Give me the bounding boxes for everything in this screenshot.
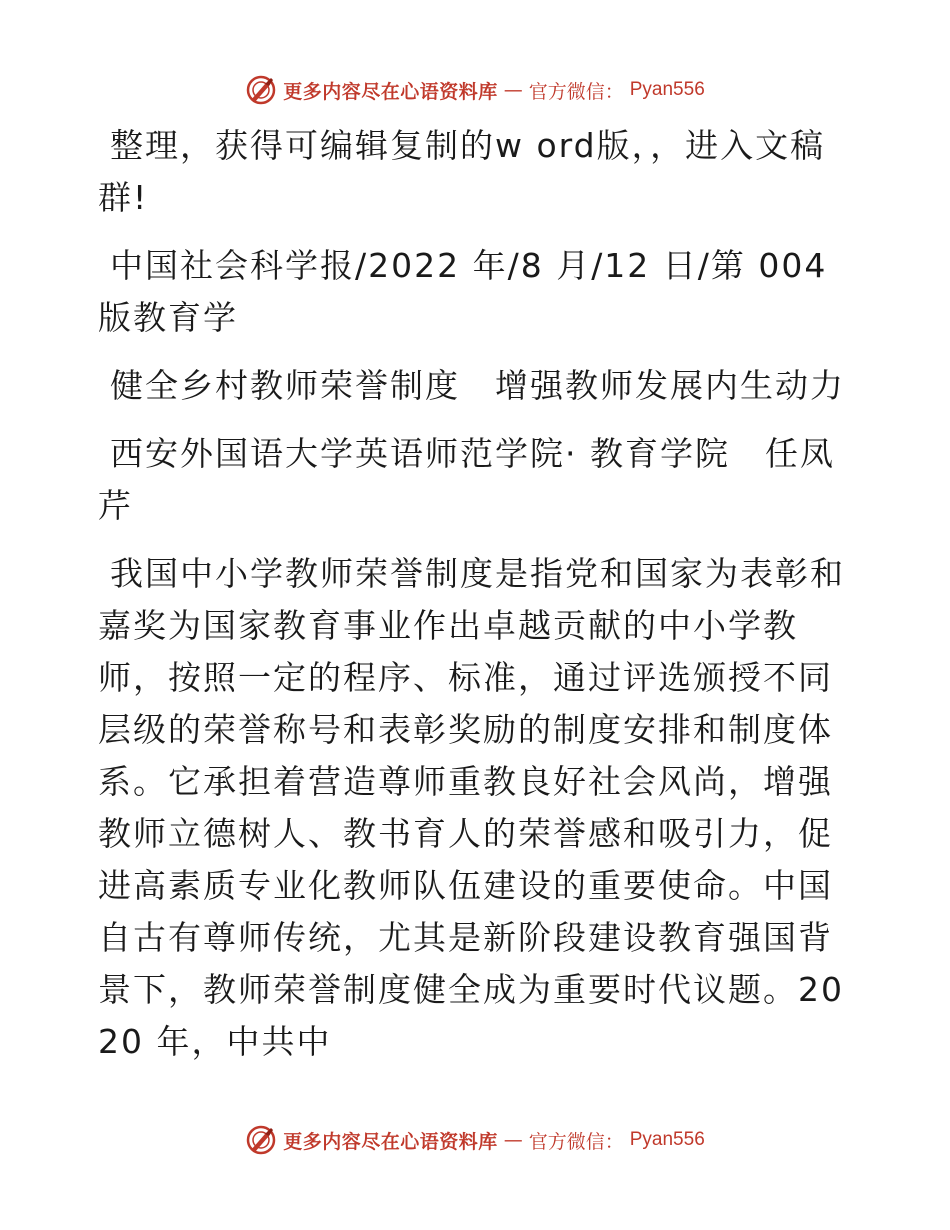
pen-circle-logo-icon: [245, 1124, 277, 1156]
header-banner: [0, 70, 950, 110]
banner-brand-text: 更多内容尽在心语资料库: [283, 80, 498, 103]
banner-wechat-label: 官方微信：: [528, 1130, 624, 1153]
document-body: [98, 120, 858, 1084]
intro-paragraph: 整理，获得可编辑复制的w ord版，，进入文稿群!: [98, 126, 826, 217]
body-paragraph: 我国中小学教师荣誉制度是指党和国家为表彰和嘉奖为国家教育事业作出卓越贡献的中小学教师，按照一定的程序、标准，通过评选颁授不同层级的荣誉称号和表彰奖励的制度安排和制度体系。它承担着营造尊师重教良好社会风尚，增强教师立德树人、教书育人的荣誉感和吸引力，促进高素质专业化教师队伍建设的重要使命。中国自古有尊师传统，尤其是新阶段建设教育强国背景下，教师荣誉制度健全成为重要时代议题。2020 年，中共中: [98, 554, 845, 1061]
author-affiliation: 西安外国语大学英语师范学院· 教育学院 任凤芹: [98, 434, 835, 525]
footer-banner: [0, 1120, 950, 1160]
banner-wechat-label: 官方微信：: [528, 80, 624, 103]
article-title: 健全乡村教师荣誉制度 增强教师发展内生动力: [110, 366, 845, 405]
banner-separator: —: [503, 79, 523, 101]
source-citation: 中国社会科学报/2022 年/8 月/12 日/第 004 版教育学: [98, 246, 828, 337]
banner-separator: —: [503, 1129, 523, 1151]
banner-wechat-id: Pyan556: [629, 79, 705, 100]
banner-wechat-id: Pyan556: [629, 1129, 705, 1150]
banner-brand-text: 更多内容尽在心语资料库: [283, 1130, 498, 1153]
pen-circle-logo-icon: [245, 74, 277, 106]
